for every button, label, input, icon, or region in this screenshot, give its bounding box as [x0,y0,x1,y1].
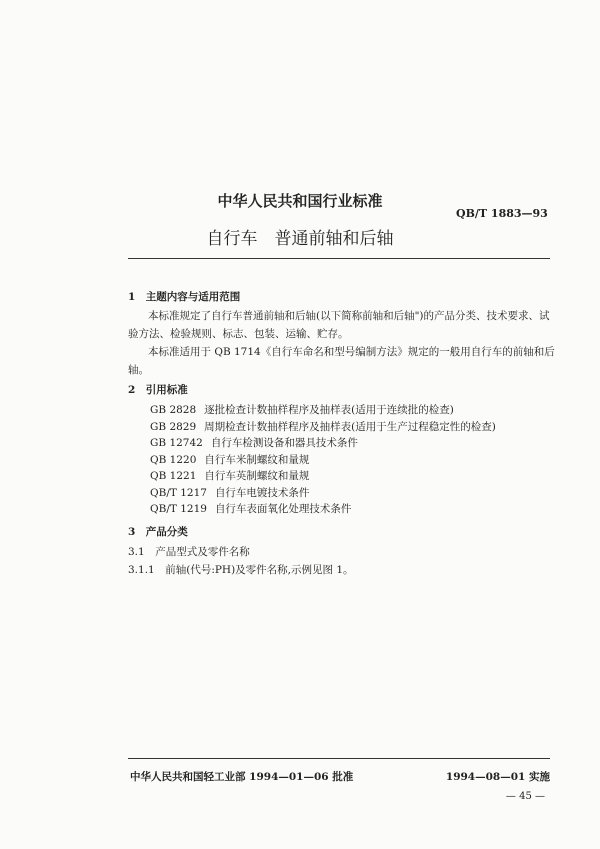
reference-item [150,468,309,483]
reference-code: QB 1220 [150,453,197,466]
reference-title: 自行车表面氧化处理技术条件 [214,503,352,515]
reference-code: GB 2828 [150,404,197,416]
reference-item [150,435,358,450]
page-number: — 45 — [505,791,545,802]
reference-item [150,419,496,434]
reference-title: 自行车英制螺纹和量规 [204,470,310,482]
reference-item [150,485,309,500]
reference-item [150,402,454,417]
paragraph-line: 验方法、检验规则、标志、包装、运输、贮存。 [128,328,349,340]
approval-text: 中华人民共和国轻工业部 1994—01—06 批准 [130,771,354,783]
section-3-heading: 3 产品分类 [128,526,188,538]
reference-item [150,501,351,516]
standard-code: QB/T 1883—93 [456,207,548,220]
reference-code: QB 1221 [150,470,197,482]
reference-code: GB 12742 [150,437,203,449]
footer-rule [128,758,550,759]
doc-title: 自行车 普通前轴和后轴 [206,229,394,249]
reference-title: 周期检查计数抽样程序及抽样表(适用于生产过程稳定性的检查) [204,420,496,433]
paragraph-line: 本标准适用于 QB 1714《自行车命名和型号编制方法》规定的一般用自行车的前轴和后 [148,346,555,358]
section-2-heading: 2 引用标准 [128,384,188,396]
paragraph-line: 轴。 [128,364,149,376]
reference-item [150,452,309,467]
reference-code: QB/T 1219 [150,503,207,515]
header-rule [128,258,550,259]
subsection-3-1: 3.1 产品型式及零件名称 [128,546,250,558]
paragraph-line: 本标准规定了自行车普通前轴和后轴(以下简称前轴和后轴")的产品分类、技术要求、试 [148,310,550,322]
org-title: 中华人民共和国行业标准 [217,192,383,210]
section-1-heading: 1 主题内容与适用范围 [128,291,241,303]
reference-code: QB/T 1217 [150,486,207,499]
reference-title: 逐批检查计数抽样程序及抽样表(适用于连续批的检查) [204,404,454,416]
reference-title: 自行车电镀技术条件 [214,486,310,499]
reference-code: GB 2829 [150,420,197,433]
reference-title: 自行车检测设备和器具技术条件 [210,437,358,449]
subsection-3-1-1: 3.1.1 前轴(代号:PH)及零件名称,示例见图 1。 [128,564,354,576]
effective-date: 1994—08—01 实施 [445,771,550,783]
reference-title: 自行车米制螺纹和量规 [204,453,310,466]
